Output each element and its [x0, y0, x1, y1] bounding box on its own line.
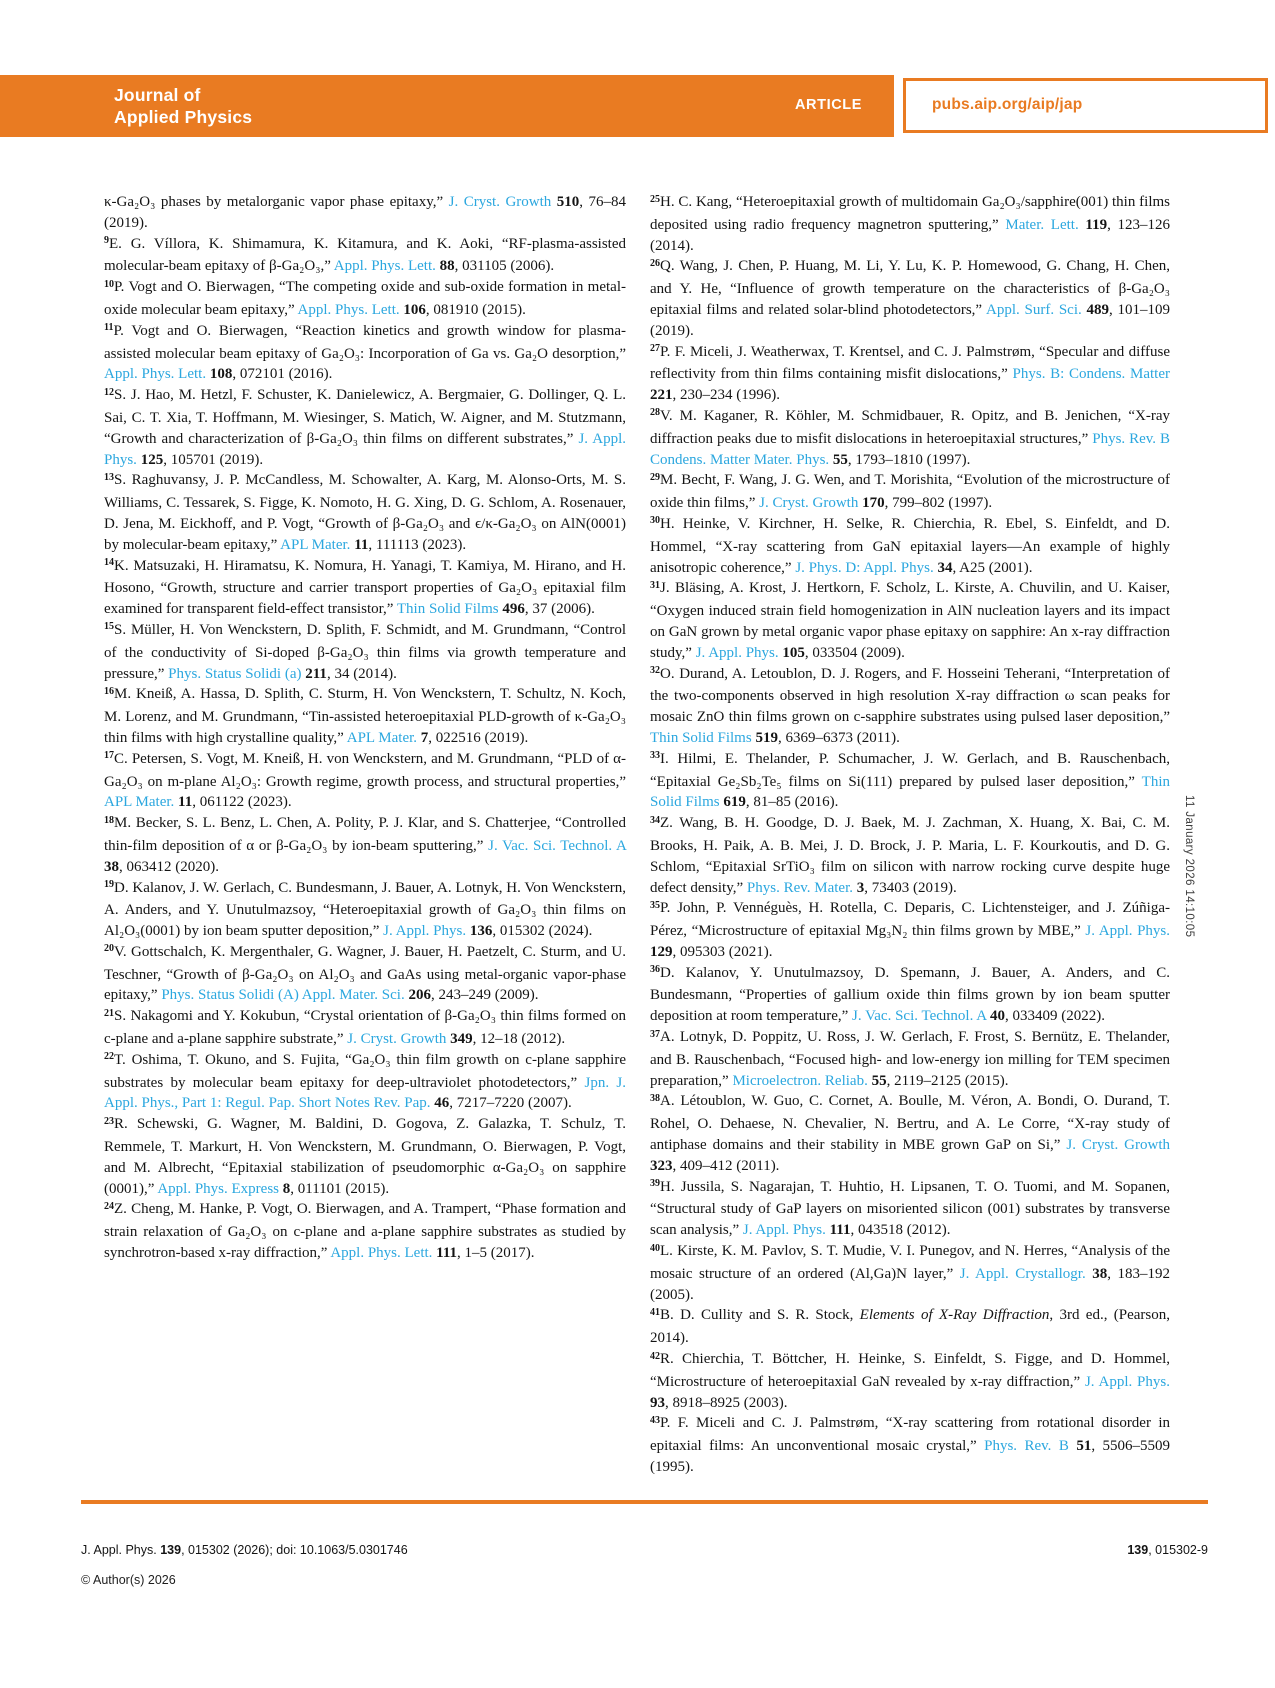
reference-text: , 81–85 (2016). — [745, 794, 839, 811]
reference-number: 20 — [104, 943, 114, 955]
journal-link[interactable]: J. Appl. Phys. — [383, 923, 467, 940]
reference-text: , 015302 (2024). — [492, 923, 593, 940]
reference-item — [104, 1050, 626, 1114]
journal-link[interactable]: J. Appl. Phys. — [1085, 923, 1170, 940]
reference-number: 16 — [104, 685, 114, 697]
journal-link[interactable]: J. Cryst. Growth — [1066, 1137, 1170, 1154]
journal-link[interactable]: Phys. Status Solidi (a) — [168, 665, 302, 682]
reference-text: I. Hilmi, E. Thelander, P. Schumacher, J. W. Gerlach, and B. Rauschenbach, “Epitaxial Ge₂Sb₂Te₅ films on Si(111) prepared by pulsed laser deposition,” — [650, 750, 1170, 790]
reference-text: P. Vogt and O. Bierwagen, “The competing oxide and sub-oxide formation in metal-oxide molecular beam epitaxy,” — [104, 279, 626, 318]
reference-text: M. Kneiß, A. Hassa, D. Splith, C. Sturm, H. Von Wenckstern, T. Schultz, N. Koch, M. Lorenz, and M. Grundmann, “Tin-assisted heteroepitaxial PLD-growth of κ-Ga₂O₃ thin films with high crystalline quality,” — [104, 686, 626, 746]
reference-text: , 031105 (2006). — [454, 258, 555, 275]
journal-link[interactable]: Jpn. J. Appl. Phys., Part 1: Regul. Pap. Short Notes Rev. Pap. — [104, 1074, 626, 1112]
reference-text: D. Kalanov, Y. Unutulmazsoy, D. Spemann, J. Bauer, A. Anders, and C. Bundesmann, “Properties of gallium oxide thin films grown by ion beam sputter deposition at room temperature,” — [650, 964, 1170, 1025]
reference-text: J. Bläsing, A. Krost, J. Hertkorn, F. Scholz, L. Kirste, A. Chuvilin, and U. Kaiser, “Oxygen induced strain field homogenization in AlN nucleation layers and its impact on GaN grown by metal organic vapor phase epitaxy on sapphire: An x-ray diffraction study,” — [650, 580, 1170, 661]
journal-link[interactable]: Thin Solid Films — [650, 773, 1170, 811]
reference-number: 12 — [104, 386, 114, 398]
journal-link[interactable]: J. Appl. Phys. — [742, 1222, 826, 1239]
reference-text: 221 — [650, 387, 673, 404]
reference-number: 15 — [104, 621, 114, 633]
reference-text: 7 — [420, 729, 429, 746]
reference-text: V. Gottschalch, K. Mergenthaler, G. Wagner, J. Bauer, H. Paetzelt, C. Sturm, and U. Teschner, “Growth of β-Ga₂O₃ on Al₂O₃ and GaAs using metal-organic vapor-phase epitaxy,” — [104, 943, 626, 1004]
reference-text: 129 — [650, 943, 673, 960]
journal-link[interactable]: Appl. Phys. Lett. — [333, 258, 436, 275]
reference-text: , 063412 (2020). — [119, 858, 219, 875]
journal-link[interactable]: J. Cryst. Growth — [448, 194, 552, 210]
reference-text: , 3rd ed., (Pearson, 2014). — [650, 1307, 1170, 1347]
footer-citation — [81, 1543, 408, 1557]
reference-text: , 73403 (2019). — [864, 879, 957, 896]
reference-text: 119 — [1085, 216, 1108, 233]
reference-number: 24 — [104, 1200, 114, 1212]
reference-text: 34 — [937, 559, 953, 576]
footer-text-segment: , 015302-9 — [1148, 1543, 1208, 1557]
reference-item — [104, 385, 626, 470]
reference-text: T. Oshima, T. Okuno, and S. Fujita, “Ga₂O₃ thin film growth on c-plane sapphire substrates by molecular beam epitaxy for deep-ultraviolet photodetectors,” — [104, 1051, 626, 1091]
reference-text: 55 — [871, 1072, 887, 1089]
journal-link[interactable]: APL Mater. — [104, 794, 175, 811]
journal-link[interactable]: J. Vac. Sci. Technol. A — [852, 1008, 987, 1025]
reference-item — [650, 1027, 1170, 1091]
reference-number: 31 — [650, 579, 660, 591]
reference-text: Z. Cheng, M. Hanke, P. Vogt, O. Bierwagen, and A. Trampert, “Phase formation and strain relaxation of Ga₂O₃ on c-plane and a-plane sapphire substrates as studied by synchrotron-based x-ray diffraction,” — [104, 1201, 626, 1262]
reference-text: , 061122 (2023). — [192, 794, 292, 811]
reference-text: C. Petersen, S. Vogt, M. Kneiß, H. von Wenckstern, and M. Grundmann, “PLD of α-Ga₂O₃ on m-plane Al₂O₃: Growth regime, growth process, and structural properties,” — [104, 750, 626, 790]
reference-text: 38 — [1092, 1265, 1108, 1282]
reference-text: , 230–234 (1996). — [672, 387, 780, 404]
journal-link[interactable]: Appl. Phys. Lett. — [104, 366, 207, 383]
journal-link[interactable]: J. Phys. D: Appl. Phys. — [795, 559, 934, 576]
journal-link[interactable]: J. Cryst. Growth — [347, 1031, 447, 1048]
reference-text: 93 — [650, 1394, 665, 1411]
reference-number: 39 — [650, 1178, 660, 1190]
reference-item — [650, 470, 1170, 514]
journal-link[interactable]: J. Vac. Sci. Technol. A — [488, 837, 626, 854]
footer-text-segment: J. Appl. Phys. — [81, 1543, 161, 1557]
reference-item — [104, 234, 626, 278]
reference-text: , 12–18 (2012). — [472, 1031, 566, 1048]
reference-text: 106 — [403, 301, 426, 318]
reference-number: 40 — [650, 1242, 660, 1254]
journal-link[interactable]: Phys. Rev. B — [984, 1438, 1069, 1455]
reference-item — [104, 1006, 626, 1050]
reference-item — [104, 942, 626, 1006]
reference-text: , 101–109 (2019). — [650, 301, 1171, 339]
journal-title — [114, 84, 252, 128]
reference-text: , 033409 (2022). — [1005, 1008, 1106, 1025]
reference-text: , 2119–2125 (2015). — [886, 1072, 1009, 1089]
reference-number: 41 — [650, 1306, 660, 1318]
reference-text: S. J. Hao, M. Hetzl, F. Schuster, K. Danielewicz, A. Bergmaier, G. Dollinger, Q. L. Sai, C. T. Xia, T. Hoffmann, M. Wiesinger, S. Matich, W. Aigner, and M. Stutzmann, “Growth and characterization of β-Ga₂O₃ thin films on different substrates,” — [104, 387, 626, 447]
journal-link[interactable]: Phys. B: Condens. Matter — [1012, 366, 1170, 383]
reference-text: , 1–5 (2017). — [457, 1245, 535, 1262]
reference-text: 211 — [305, 665, 327, 682]
reference-text: 8 — [282, 1180, 291, 1197]
reference-item — [650, 664, 1170, 749]
reference-text: P. F. Miceli, J. Weatherwax, T. Krentsel, and C. J. Palmstrøm, “Specular and diffuse reflectivity from thin films containing misfit dislocations,” — [650, 343, 1170, 383]
reference-text: 40 — [990, 1008, 1006, 1025]
reference-text: V. M. Kaganer, R. Köhler, M. Schmidbauer, R. Opitz, and B. Jenichen, “X-ray diffraction peaks due to misfit dislocations in heteroepitaxial structures,” — [650, 407, 1170, 447]
reference-text: , 043518 (2012). — [850, 1222, 951, 1239]
reference-number: 35 — [650, 899, 660, 911]
reference-item — [650, 1305, 1170, 1349]
reference-item — [650, 256, 1170, 341]
reference-text: 349 — [450, 1031, 473, 1048]
reference-item — [104, 277, 626, 321]
reference-number: 43 — [650, 1414, 660, 1426]
reference-text: , 111113 (2023). — [368, 536, 467, 553]
reference-number: 27 — [650, 343, 660, 355]
reference-text: , 123–126 (2014). — [650, 216, 1171, 254]
reference-text: , 243–249 (2009). — [430, 987, 539, 1004]
reference-text: H. Jussila, S. Nagarajan, T. Huhtio, H. Lipsanen, T. O. Tuomi, and M. Sopanen, “Structural study of GaP layers on misoriented silicon (001) substrates by transverse scan analysis,” — [650, 1178, 1170, 1239]
reference-item — [104, 1199, 626, 1263]
reference-text: 125 — [140, 451, 164, 468]
reference-text: 105 — [782, 644, 805, 661]
journal-link[interactable]: Thin Solid Films — [650, 729, 752, 746]
reference-text: H. Heinke, V. Kirchner, H. Selke, R. Chierchia, R. Ebel, S. Einfeldt, and D. Hommel, “X-ray scattering from GaN epitaxial layers—An example of highly anisotropic coherence,” — [650, 515, 1170, 576]
footer-text-segment: 139 — [1127, 1543, 1149, 1557]
reference-text: 88 — [439, 258, 455, 275]
reference-text: 55 — [832, 451, 848, 468]
journal-link[interactable]: Phys. Rev. Mater. — [746, 879, 854, 896]
reference-item — [650, 1413, 1170, 1477]
journal-link[interactable]: J. Appl. Phys. — [695, 644, 779, 661]
journal-link[interactable]: APL Mater. — [346, 729, 418, 746]
reference-number: 9 — [104, 235, 109, 247]
reference-number: 10 — [104, 278, 114, 290]
download-datestamp: 11 January 2026 14:10:05 — [1183, 795, 1195, 938]
footer-text-segment: , 015302 (2026); doi: 10.1063/5.0301746 — [181, 1543, 408, 1557]
reference-text: κ-Ga₂O₃ phases by metalorganic vapor phase epitaxy,” — [104, 194, 449, 210]
reference-number: 38 — [650, 1092, 660, 1104]
journal-link[interactable]: Phys. Status Solidi (A) Appl. Mater. Sci. — [161, 987, 405, 1004]
reference-text: 51 — [1076, 1438, 1092, 1455]
reference-text: , 022516 (2019). — [428, 729, 529, 746]
reference-text: 108 — [209, 366, 233, 383]
reference-text: P. John, P. Vennéguès, H. Rotella, C. Deparis, C. Lichtensteiger, and J. Zúñiga-Pérez, “Microstructure of epitaxial Mg₃N₂ thin films grown by MBE,” — [650, 900, 1170, 940]
journal-link[interactable]: J. Appl. Phys. — [1084, 1373, 1170, 1390]
reference-text: Z. Wang, B. H. Goodge, D. J. Baek, M. J. Zachman, X. Huang, X. Bai, C. M. Brooks, H. Paik, A. B. Mei, J. D. Brock, J. P. Maria, L. F. Kourkoutis, and D. G. Schlom, “Epitaxial SrTiO₃ film on silicon with narrow rocking curve despite huge defect density,” — [650, 815, 1170, 896]
reference-number: 36 — [650, 964, 660, 976]
reference-item — [650, 406, 1170, 470]
reference-text: , 799–802 (1997). — [884, 495, 993, 512]
reference-text: 136 — [469, 923, 493, 940]
reference-item — [650, 1091, 1170, 1176]
reference-item — [650, 1177, 1170, 1241]
reference-number: 37 — [650, 1028, 660, 1040]
reference-number: 17 — [104, 750, 114, 762]
journal-link[interactable]: Appl. Surf. Sci. — [986, 301, 1082, 318]
publisher-url-link[interactable]: pubs.aip.org/aip/jap — [932, 96, 1083, 113]
reference-text: , 76–84 (2019). — [104, 194, 626, 231]
reference-item — [104, 1114, 626, 1199]
reference-text: 496 — [502, 601, 525, 618]
book-title: Elements of X-Ray Diffraction — [859, 1307, 1050, 1324]
reference-item — [650, 514, 1170, 578]
reference-text: , 183–192 (2005). — [650, 1265, 1171, 1303]
journal-link[interactable]: Thin Solid Films — [396, 601, 499, 618]
reference-text: 510 — [556, 194, 580, 210]
reference-text: R. Chierchia, T. Böttcher, H. Heinke, S. Einfeldt, S. Figge, and D. Hommel, “Microstructure of heteroepitaxial GaN revealed by x-ray diffraction,” — [650, 1351, 1170, 1390]
reference-text: H. C. Kang, “Heteroepitaxial growth of multidomain Ga₂O₃/sapphire(001) thin films deposited using radio frequency magnetron sputtering,” — [650, 194, 1170, 233]
reference-item — [650, 813, 1170, 898]
journal-link[interactable]: J. Appl. Crystallogr. — [959, 1265, 1086, 1282]
reference-number: 42 — [650, 1350, 660, 1362]
reference-text: 489 — [1086, 301, 1110, 318]
reference-text: , 1793–1810 (1997). — [847, 451, 971, 468]
reference-item — [650, 578, 1170, 663]
reference-text: 170 — [862, 495, 885, 512]
reference-text: P. F. Miceli and C. J. Palmstrøm, “X-ray scattering from rotational disorder in epitaxial films: An unconventional mosaic crystal,” — [650, 1415, 1170, 1455]
article-type-label: ARTICLE — [794, 97, 862, 113]
reference-text: 11 — [354, 536, 369, 553]
reference-text: B. D. Cullity and S. R. Stock, — [660, 1307, 860, 1324]
reference-text: K. Matsuzaki, H. Hiramatsu, K. Nomura, H. Yanagi, T. Kamiya, M. Hirano, and H. Hosono, “Growth, structure and carrier transport properties of Ga₂O₃ epitaxial film examined for transparent field-effect transistor,” — [104, 557, 626, 618]
reference-text: R. Schewski, G. Wagner, M. Baldini, D. Gogova, Z. Galazka, T. Schulz, T. Remmele, T. Markurt, H. Von Wenckstern, M. Grundmann, O. Bierwagen, P. Vogt, and M. Albrecht, “Epitaxial stabilization of pseudomorphic α-Ga₂O₃ on sapphire (0001),” — [104, 1116, 626, 1197]
reference-text: S. Müller, H. Von Wenckstern, D. Splith, F. Schmidt, and M. Grundmann, “Control of the conductivity of Si-doped β-Ga₂O₃ thin films via growth temperature and pressure,” — [104, 621, 626, 682]
reference-number: 26 — [650, 257, 660, 269]
reference-text: , 095303 (2021). — [672, 943, 773, 960]
reference-number: 14 — [104, 557, 114, 569]
reference-number: 34 — [650, 814, 660, 826]
reference-item — [104, 620, 626, 684]
reference-text: , A25 (2001). — [952, 559, 1033, 576]
reference-item — [104, 321, 626, 385]
journal-link[interactable]: Appl. Phys. Lett. — [297, 301, 400, 318]
journal-link[interactable]: Appl. Phys. Express — [157, 1180, 279, 1197]
reference-text: , 105701 (2019). — [163, 451, 264, 468]
reference-text: 519 — [755, 729, 778, 746]
reference-text: L. Kirste, K. M. Pavlov, S. T. Mudie, V. I. Punegov, and N. Herres, “Analysis of the mosaic structure of an ordered (Al,Ga)N layer,” — [650, 1243, 1170, 1282]
footer-page-number — [1127, 1543, 1208, 1557]
reference-item — [104, 749, 626, 813]
reference-number: 29 — [650, 471, 660, 483]
reference-item — [104, 192, 626, 234]
footer-text-segment: 139 — [160, 1543, 182, 1557]
journal-link[interactable]: J. Cryst. Growth — [759, 495, 859, 512]
reference-text: , 072101 (2016). — [232, 366, 333, 383]
reference-text: , 5506–5509 (1995). — [650, 1438, 1170, 1476]
reference-number: 21 — [104, 1007, 114, 1019]
reference-item — [104, 470, 626, 555]
references-column-left — [104, 192, 626, 1264]
reference-text: 46 — [434, 1095, 450, 1112]
reference-text: , 7217–7220 (2007). — [449, 1095, 572, 1112]
journal-link[interactable]: Appl. Phys. Lett. — [330, 1245, 433, 1262]
journal-brand-bar — [0, 75, 894, 137]
publisher-url-box — [903, 78, 1268, 133]
reference-text: A. Létoublon, W. Guo, C. Cornet, A. Boulle, M. Véron, A. Bondi, O. Durand, T. Rohel, O. Dehaese, N. Chevalier, N. Bertru, and A. Le Corre, “X-ray study of antiphase domains and their stability in MBE grown GaP on Si,” — [650, 1093, 1170, 1154]
reference-text: E. G. Víllora, K. Shimamura, K. Kitamura, and K. Aoki, “RF-plasma-assisted molecular-beam epitaxy of β-Ga₂O₃,” — [104, 235, 626, 275]
reference-item — [650, 749, 1170, 813]
reference-item — [104, 684, 626, 748]
reference-item — [650, 1349, 1170, 1413]
reference-text: , 8918–8925 (2003). — [665, 1394, 788, 1411]
reference-text: S. Nakagomi and Y. Kokubun, “Crystal orientation of β-Ga₂O₃ thin films formed on c-plane and a-plane sapphire substrate,” — [104, 1008, 626, 1048]
footer-copyright: © Author(s) 2026 — [81, 1573, 176, 1587]
reference-text: 11 — [178, 794, 193, 811]
journal-link[interactable]: Microelectron. Reliab. — [732, 1072, 868, 1089]
reference-number: 32 — [650, 665, 660, 677]
reference-text: , 409–412 (2011). — [672, 1157, 780, 1174]
reference-text: , 6369–6373 (2011). — [777, 729, 900, 746]
reference-text: 38 — [104, 858, 119, 875]
reference-text: S. Raghuvansy, J. P. McCandless, M. Schowalter, A. Karg, M. Alonso-Orts, M. S. Williams, C. Tessarek, S. Figge, K. Nomoto, H. G. Xing, D. G. Schlom, A. Rosenauer, D. Jena, M. Eickhoff, and P. Vogt, “Growth of β-Ga₂O₃ and ϵ/κ-Ga₂O₃ on AlN(0001) by molecular-beam epitaxy,” — [104, 472, 626, 553]
reference-text: , 081910 (2015). — [425, 301, 526, 318]
footer-divider — [81, 1500, 1208, 1504]
reference-number: 18 — [104, 814, 114, 826]
reference-text: D. Kalanov, J. W. Gerlach, C. Bundesmann, J. Bauer, A. Lotnyk, H. Von Wenckstern, A. Anders, and Y. Unutulmazsoy, “Heteroepitaxial growth of Ga₂O₃ thin films on Al₂O₃(0001) by ion beam sputter deposition,” — [104, 879, 626, 940]
reference-text: M. Becker, S. L. Benz, L. Chen, A. Polity, P. J. Klar, and S. Chatterjee, “Controlled thin-film deposition of α or β-Ga₂O₃ by ion-beam sputtering,” — [104, 815, 626, 854]
reference-text: A. Lotnyk, D. Poppitz, U. Ross, J. W. Gerlach, F. Frost, S. Bernütz, E. Thelander, and B. Rauschenbach, “Focused high- and low-energy ion milling for TEM specimen preparation,” — [650, 1029, 1170, 1089]
reference-text: 619 — [723, 794, 746, 811]
journal-link[interactable]: Mater. Lett. — [1005, 216, 1079, 233]
reference-item — [104, 878, 626, 942]
reference-number: 19 — [104, 879, 114, 890]
reference-item — [104, 813, 626, 877]
reference-number: 33 — [650, 750, 660, 762]
journal-link[interactable]: APL Mater. — [280, 536, 351, 553]
reference-item — [104, 556, 626, 620]
reference-item — [650, 963, 1170, 1027]
reference-number: 28 — [650, 407, 660, 419]
journal-title-line2: Applied Physics — [114, 107, 253, 127]
reference-item — [650, 192, 1170, 256]
reference-text: 323 — [650, 1157, 673, 1174]
reference-item — [650, 342, 1170, 406]
reference-text: M. Becht, F. Wang, J. G. Wen, and T. Morishita, “Evolution of the microstructure of oxide thin films,” — [650, 472, 1170, 512]
reference-number: 13 — [104, 471, 114, 483]
journal-link[interactable]: Phys. Rev. B Condens. Matter Mater. Phys. — [650, 430, 1171, 468]
reference-number: 30 — [650, 515, 660, 527]
reference-number: 23 — [104, 1115, 114, 1127]
reference-text: 3 — [856, 879, 865, 896]
reference-number: 11 — [104, 322, 114, 334]
reference-number: 22 — [104, 1051, 114, 1063]
reference-text: , 011101 (2015). — [290, 1180, 390, 1197]
reference-item — [650, 1241, 1170, 1305]
reference-text: 206 — [408, 987, 431, 1004]
reference-text: 111 — [829, 1222, 851, 1239]
reference-text: P. Vogt and O. Bierwagen, “Reaction kinetics and growth window for plasma-assisted molecular beam epitaxy of Ga₂O₃: Incorporation of Ga vs. Ga₂O desorption,” — [104, 322, 626, 362]
reference-text: O. Durand, A. Letoublon, D. J. Rogers, and F. Hosseini Teherani, “Interpretation of the two-components observed in high resolution X-ray diffraction ω scan peaks for mosaic ZnO thin films grown on c-sapphire substrates using pulsed laser deposition,” — [650, 665, 1170, 726]
reference-text: , 033504 (2009). — [804, 644, 905, 661]
reference-text: Q. Wang, J. Chen, P. Huang, M. Li, Y. Lu, K. P. Homewood, G. Chang, H. Chen, and Y. He, “Influence of growth temperature on the characteristics of β-Ga₂O₃ epitaxial films and related solar-blind photodetectors,” — [650, 258, 1170, 318]
reference-text: , 34 (2014). — [326, 665, 397, 682]
references-column-right — [650, 192, 1170, 1478]
journal-title-line1: Journal of — [114, 85, 201, 105]
reference-item — [650, 898, 1170, 962]
journal-link[interactable]: J. Appl. Phys. — [104, 430, 626, 468]
reference-text: , 37 (2006). — [524, 601, 595, 618]
reference-number: 25 — [650, 193, 660, 205]
reference-text: 111 — [436, 1245, 458, 1262]
